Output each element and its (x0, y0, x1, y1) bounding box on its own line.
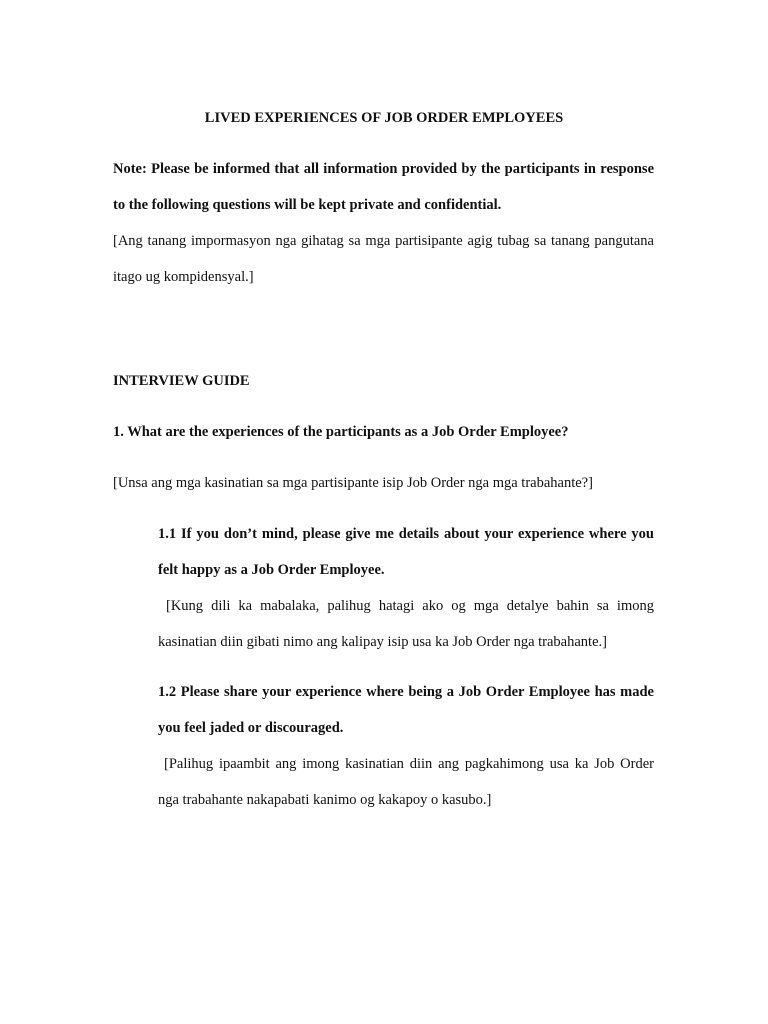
interview-guide-heading: INTERVIEW GUIDE (113, 373, 250, 389)
question-1-2-translation: [Palihug ipaambit ang imong kasinatian diin ang pagkahimong usa ka Job Order nga trabahante nakapabati kanimo og kakapoy o kasubo.] (158, 756, 654, 808)
confidentiality-note: Note: Please be informed that all information provided by the participants in response to the following questions will be kept private and confidential. (113, 161, 654, 213)
question-1-2: 1.2 Please share your experience where being a Job Order Employee has made you feel jaded or discouraged. (158, 684, 654, 736)
question-1: 1. What are the experiences of the participants as a Job Order Employee? (113, 424, 569, 440)
question-1-1-translation-wrapper (158, 588, 654, 660)
question-1-1: 1.1 If you don’t mind, please give me details about your experience where you felt happy as a Job Order Employee. (158, 526, 654, 578)
question-1-1-translation: [Kung dili ka mabalaka, palihug hatagi ako og mga detalye bahin sa imong kasinatian diin gibati nimo ang kalipay isip usa ka Job Order nga trabahante.] (158, 598, 654, 650)
question-1-translation: [Unsa ang mga kasinatian sa mga partisipante isip Job Order nga mga trabahante?] (113, 475, 593, 491)
confidentiality-note-translation: [Ang tanang impormasyon nga gihatag sa mga partisipante agig tubag sa tanang pangutana itago ug kompidensyal.] (113, 233, 654, 285)
document-title: LIVED EXPERIENCES OF JOB ORDER EMPLOYEES (204, 110, 564, 126)
question-1-2-translation-wrapper (158, 746, 654, 818)
